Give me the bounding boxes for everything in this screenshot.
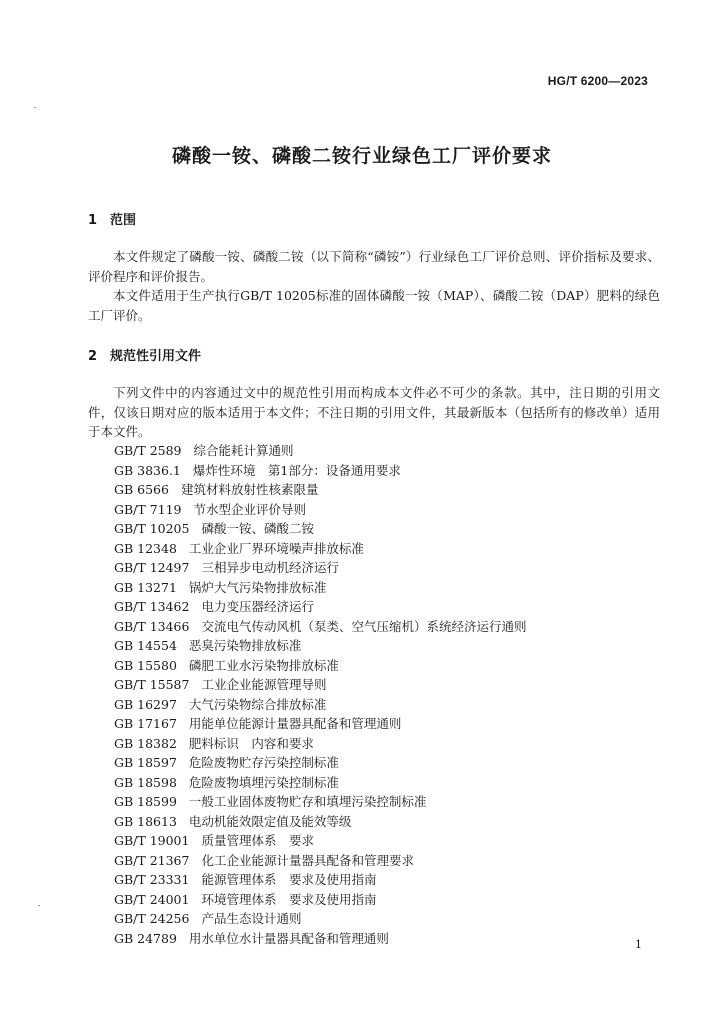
scan-speck: [34, 107, 36, 108]
reference-title: 节水型企业评价导则: [193, 501, 307, 517]
reference-title: 建筑材料放射性核素限量: [180, 482, 319, 497]
reference-code: GB 14554: [114, 638, 177, 653]
reference-code: GB 12348: [114, 540, 177, 556]
section-2-heading: [88, 345, 201, 364]
reference-item: [114, 851, 526, 871]
reference-item: [114, 734, 526, 754]
reference-item: [114, 870, 526, 890]
reference-title: 交流电气传动风机（泵类、空气压缩机）系统经济运行通则: [201, 618, 527, 634]
reference-title: 磷酸一铵、磷酸二铵: [201, 521, 314, 536]
section-1-paragraph-2: 本文件适用于生产执行GB/T 10205标准的固体磷酸一铵（MAP）、磷酸二铵（DAP）肥料的绿色工厂评价。: [88, 288, 660, 323]
reference-title: 肥料标识 内容和要求: [188, 735, 314, 751]
reference-code: GB 15580: [114, 657, 177, 673]
reference-code: GB/T 13462: [114, 599, 190, 614]
reference-item: [114, 909, 526, 929]
reference-item: [114, 636, 526, 656]
section-number: 2: [88, 349, 98, 364]
reference-code: GB/T 23331: [114, 872, 190, 887]
reference-item: [114, 539, 526, 559]
reference-code: GB 6566: [114, 482, 169, 497]
section-title: 规范性引用文件: [110, 349, 202, 364]
reference-title: 爆炸性环境 第1部分：设备通用要求: [192, 462, 401, 478]
reference-code: GB/T 21367: [114, 852, 190, 868]
standard-code: HG/T 6200—2023: [547, 74, 648, 88]
reference-code: GB 18598: [114, 774, 177, 790]
reference-code: GB/T 15587: [114, 677, 190, 692]
reference-item: [114, 753, 526, 773]
section-number: 1: [88, 213, 98, 228]
reference-code: GB/T 2589: [114, 443, 182, 458]
reference-code: GB 18382: [114, 735, 177, 751]
reference-title: 用水单位水计量器具配备和管理通则: [188, 930, 389, 946]
normative-references-list: [114, 441, 526, 948]
document-title: 磷酸一铵、磷酸二铵行业绿色工厂评价要求: [171, 145, 552, 167]
reference-code: GB 18597: [114, 755, 177, 770]
reference-item: [114, 675, 526, 695]
reference-title: 工业企业厂界环境噪声排放标准: [188, 540, 364, 556]
reference-item: [114, 792, 526, 812]
reference-title: 化工企业能源计量器具配备和管理要求: [201, 852, 414, 868]
reference-code: GB/T 19001: [114, 833, 190, 848]
reference-item: [114, 441, 526, 461]
reference-item: [114, 519, 526, 539]
section-1-paragraph-1: 本文件规定了磷酸一铵、磷酸二铵（以下简称“磷铵”）行业绿色工厂评价总则、评价指标及要求、评价程序和评价报告。: [88, 249, 660, 284]
reference-item: [114, 695, 526, 715]
reference-code: GB 13271: [114, 579, 177, 595]
reference-item: [114, 461, 526, 481]
reference-code: GB/T 24256: [114, 911, 190, 926]
scan-speck: [38, 905, 40, 906]
page-number: 1: [635, 938, 642, 951]
reference-code: GB 16297: [114, 696, 177, 712]
reference-title: 质量管理体系 要求: [201, 833, 314, 848]
reference-item: [114, 597, 526, 617]
reference-item: [114, 773, 526, 793]
reference-code: GB 18613: [114, 813, 177, 829]
reference-title: 电动机能效限定值及能效等级: [188, 813, 352, 829]
reference-title: 锅炉大气污染物排放标准: [188, 579, 327, 595]
reference-item: [114, 617, 526, 637]
reference-title: 工业企业能源管理导则: [201, 677, 327, 692]
reference-item: [114, 890, 526, 910]
reference-title: 大气污染物综合排放标准: [188, 696, 327, 712]
reference-title: 环境管理体系 要求及使用指南: [201, 891, 377, 907]
reference-code: GB/T 12497: [114, 560, 190, 575]
reference-title: 综合能耗计算通则: [193, 443, 294, 458]
reference-code: GB 17167: [114, 716, 177, 731]
reference-code: GB/T 24001: [114, 891, 190, 907]
reference-item: [114, 500, 526, 520]
reference-title: 一般工业固体废物贮存和填埋污染控制标准: [188, 794, 427, 809]
section-2-paragraph-1: 下列文件中的内容通过文中的规范性引用而构成本文件必不可少的条款。其中，注日期的引用文件，仅该日期对应的版本适用于本文件；不注日期的引用文件，其最新版本（包括所有的修改单）适用于本文件。: [88, 385, 660, 439]
reference-item: [114, 831, 526, 851]
reference-code: GB 18599: [114, 794, 177, 809]
reference-title: 危险废物贮存污染控制标准: [188, 755, 339, 770]
reference-item: [114, 714, 526, 734]
reference-item: [114, 578, 526, 598]
reference-item: [114, 929, 526, 949]
reference-item: [114, 812, 526, 832]
reference-code: GB 24789: [114, 930, 177, 946]
reference-item: [114, 558, 526, 578]
reference-title: 恶臭污染物排放标准: [188, 638, 302, 653]
reference-code: GB/T 10205: [114, 521, 190, 536]
section-1-heading: [88, 209, 136, 228]
reference-title: 电力变压器经济运行: [201, 599, 314, 614]
reference-title: 危险废物填埋污染控制标准: [188, 774, 339, 790]
reference-title: 用能单位能源计量器具配备和管理通则: [188, 716, 402, 731]
reference-item: [114, 480, 526, 500]
reference-item: [114, 656, 526, 676]
section-title: 范围: [110, 213, 137, 228]
reference-title: 磷肥工业水污染物排放标准: [188, 657, 339, 673]
reference-code: GB/T 13466: [114, 618, 190, 634]
reference-code: GB/T 7119: [114, 501, 182, 517]
reference-title: 产品生态设计通则: [201, 911, 302, 926]
reference-title: 三相异步电动机经济运行: [201, 560, 339, 575]
reference-title: 能源管理体系 要求及使用指南: [201, 872, 377, 887]
reference-code: GB 3836.1: [114, 462, 181, 478]
